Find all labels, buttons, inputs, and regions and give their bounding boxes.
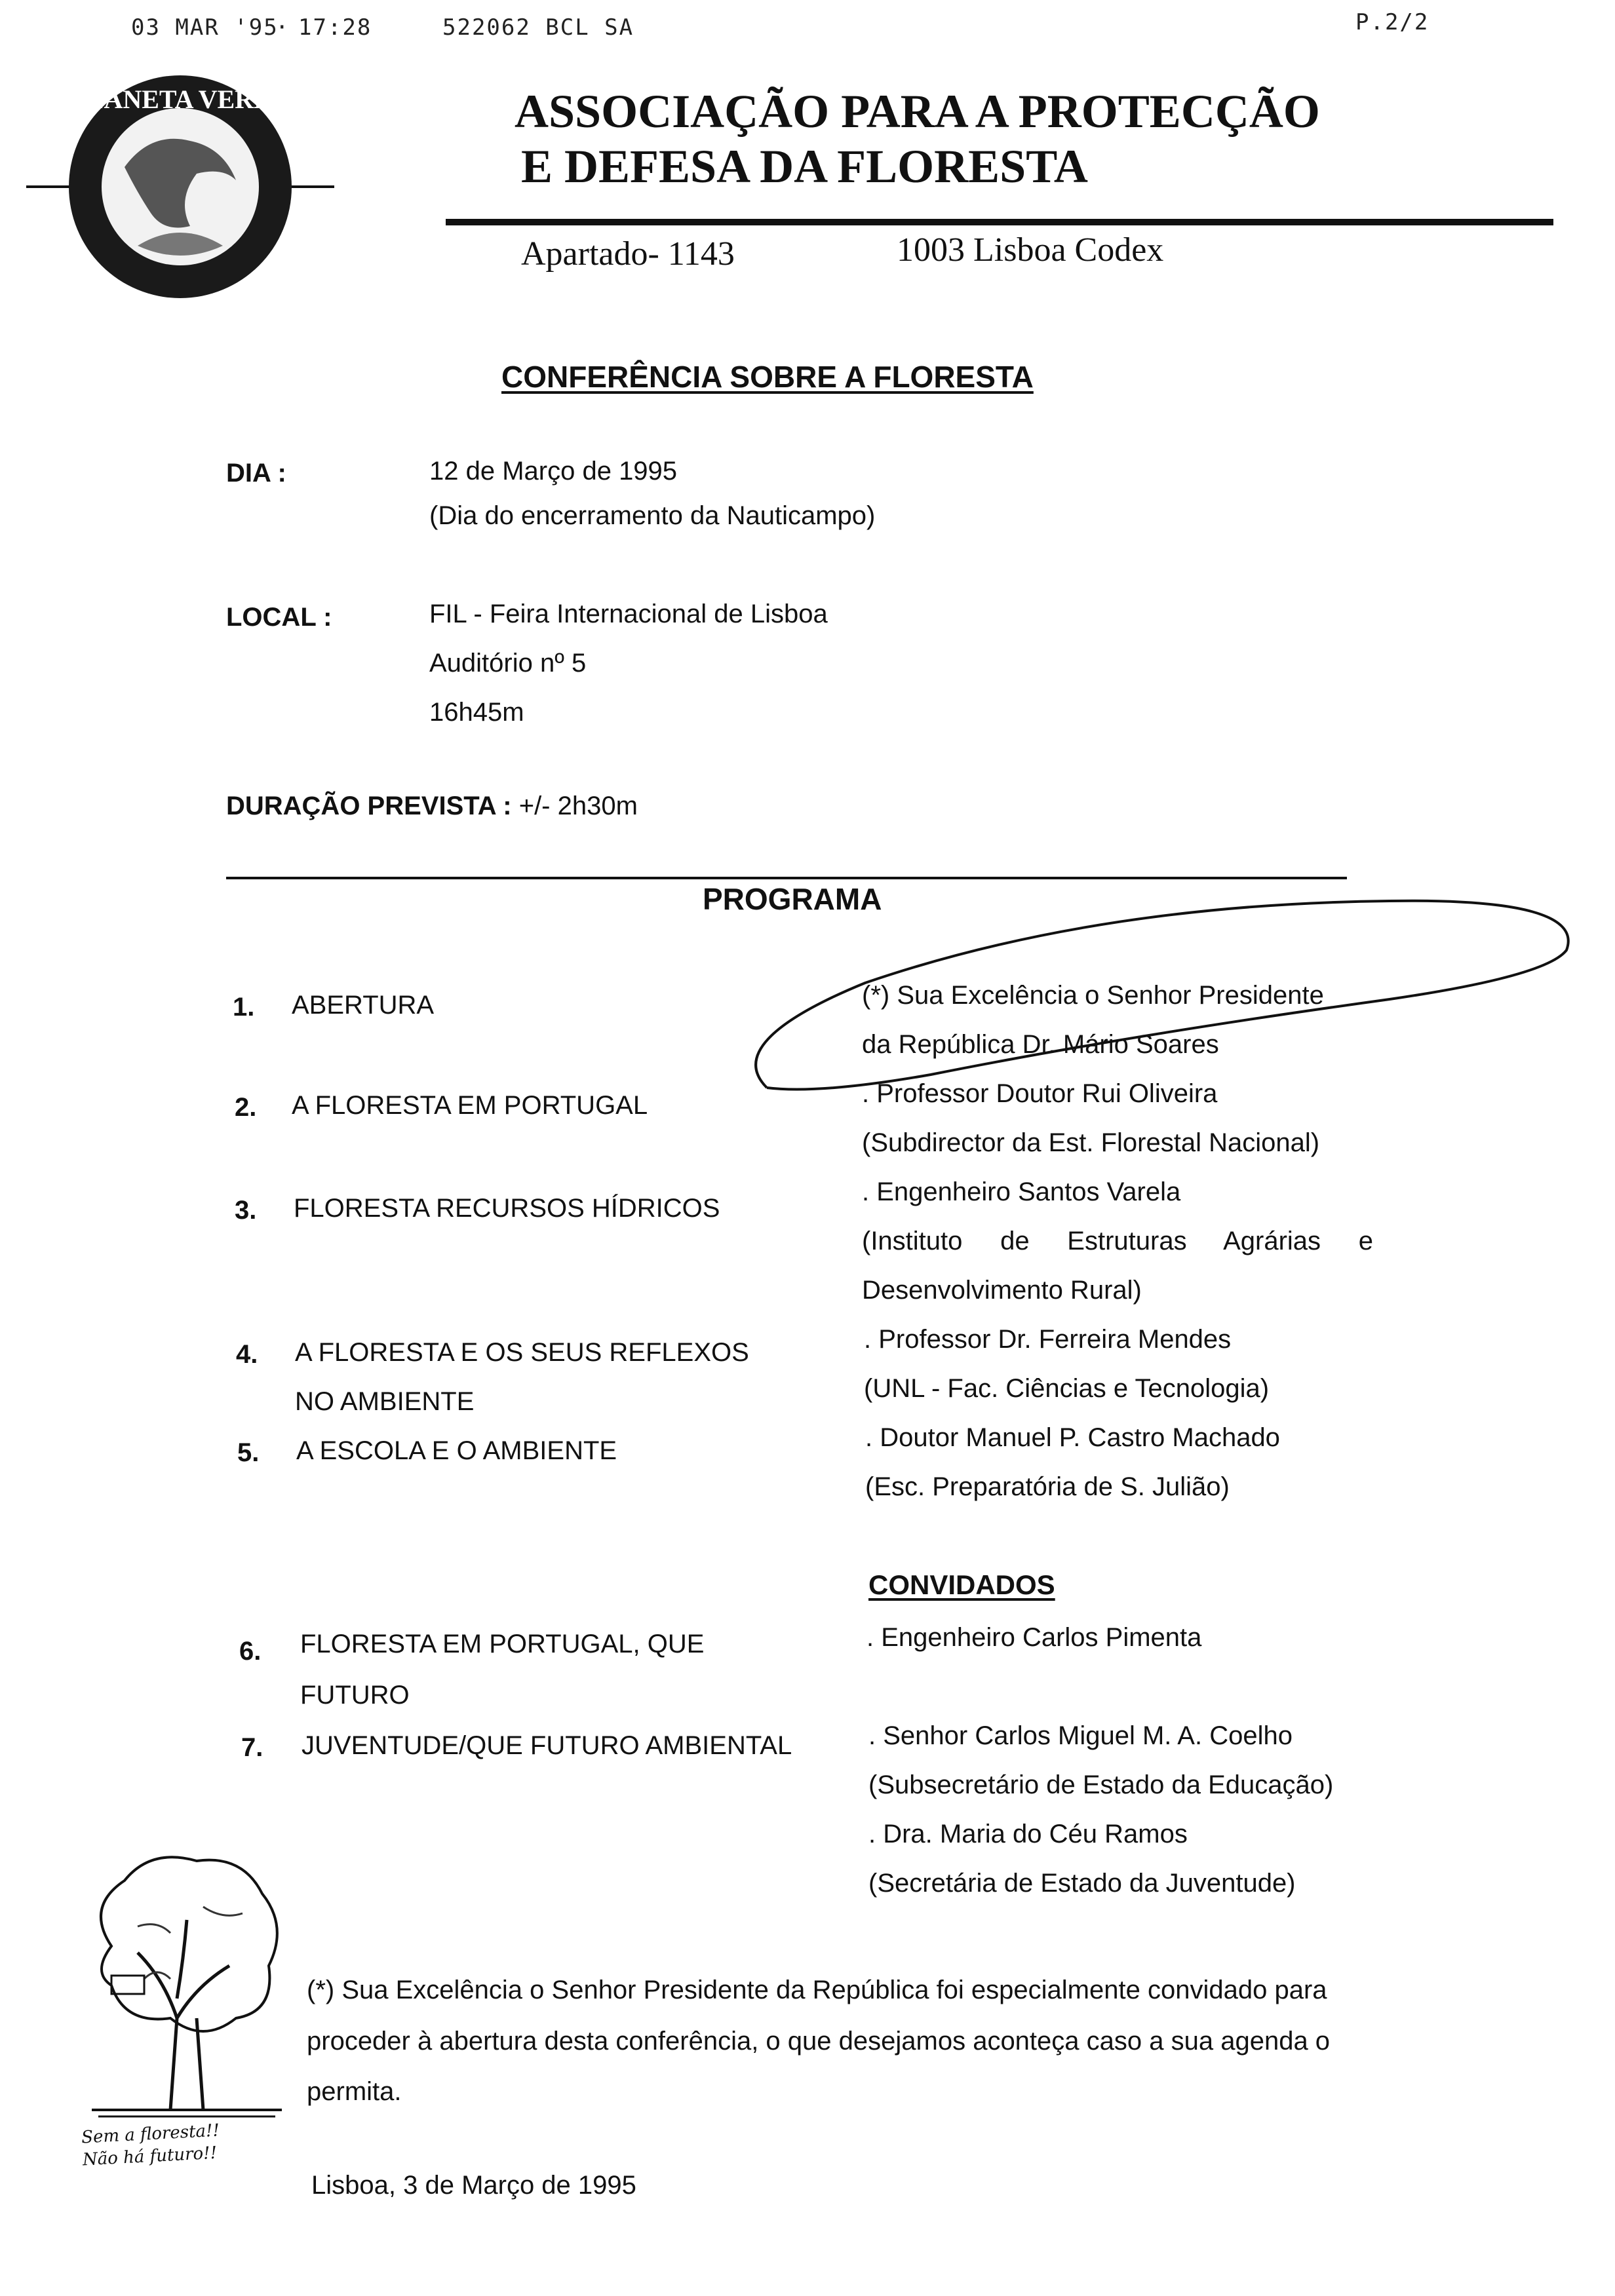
org-name-line2: E DEFESA DA FLORESTA xyxy=(521,140,1088,193)
item-4-number: 4. xyxy=(236,1340,258,1369)
item-7-speaker-2-detail: (Secretária de Estado da Juventude) xyxy=(868,1869,1296,1898)
footnote-line-3: permita. xyxy=(307,2077,402,2106)
item-6-number: 6. xyxy=(239,1637,262,1666)
document-title: CONFERÊNCIA SOBRE A FLORESTA xyxy=(501,360,1034,394)
org-name-line1: ASSOCIAÇÃO PARA A PROTECÇÃO xyxy=(515,85,1320,138)
item-7-speaker: . Senhor Carlos Miguel M. A. Coelho xyxy=(868,1721,1293,1750)
fax-page: P.2/2 xyxy=(1355,9,1430,35)
local-line-1: FIL - Feira Internacional de Lisboa xyxy=(429,600,828,628)
day-label: DIA : xyxy=(226,459,286,488)
item-3-speaker: . Engenheiro Santos Varela xyxy=(862,1177,1181,1206)
fax-date: 03 MAR '95 xyxy=(131,14,279,41)
programa-heading: PROGRAMA xyxy=(703,882,882,916)
duration xyxy=(226,792,638,821)
local-line-3: 16h45m xyxy=(429,698,524,727)
planeta-verde-logo xyxy=(26,69,334,305)
convidados-heading: CONVIDADOS xyxy=(868,1569,1055,1600)
item-5-topic: A ESCOLA E O AMBIENTE xyxy=(296,1436,617,1465)
item-2-speaker-detail: (Subdirector da Est. Florestal Nacional) xyxy=(862,1128,1320,1157)
item-3-number: 3. xyxy=(235,1196,257,1225)
item-4-speaker: . Professor Dr. Ferreira Mendes xyxy=(864,1325,1232,1354)
po-box: Apartado- 1143 xyxy=(521,235,735,273)
item-3-speaker-detail-2: Desenvolvimento Rural) xyxy=(862,1276,1142,1305)
item-2-speaker: . Professor Doutor Rui Oliveira xyxy=(862,1079,1218,1108)
fax-dot: · xyxy=(275,14,290,41)
item-3-topic: FLORESTA RECURSOS HÍDRICOS xyxy=(294,1194,720,1223)
fax-number: 522062 BCL SA xyxy=(442,14,634,41)
item-7-number: 7. xyxy=(241,1733,263,1762)
city-postcode: 1003 Lisboa Codex xyxy=(897,231,1164,269)
duration-label: DURAÇÃO PREVISTA : xyxy=(226,792,512,820)
footnote-line-1: (*) Sua Excelência o Senhor Presidente da República foi especialmente convidado para xyxy=(307,1976,1327,2004)
item-1-number: 1. xyxy=(233,993,255,1022)
fax-time: 17:28 xyxy=(298,14,372,41)
item-5-speaker-detail: (Esc. Preparatória de S. Julião) xyxy=(865,1472,1230,1501)
signoff-place-date: Lisboa, 3 de Março de 1995 xyxy=(311,2171,636,2200)
item-1-speaker: (*) Sua Excelência o Senhor Presidente xyxy=(862,981,1324,1010)
item-4-topic-cont: NO AMBIENTE xyxy=(295,1387,475,1416)
logo-text: PLANETA VERDE xyxy=(70,85,290,114)
day-value: 12 de Março de 1995 xyxy=(429,457,678,486)
item-4-topic: A FLORESTA E OS SEUS REFLEXOS xyxy=(295,1338,749,1367)
item-1-topic: ABERTURA xyxy=(292,991,435,1020)
local-label: LOCAL : xyxy=(226,603,332,632)
tree-caption-line-1: Sem a floresta!! xyxy=(81,2120,220,2148)
item-3-speaker-detail: (Instituto de Estruturas Agrárias e xyxy=(862,1227,1373,1255)
item-5-number: 5. xyxy=(237,1438,260,1467)
item-4-speaker-detail: (UNL - Fac. Ciências e Tecnologia) xyxy=(864,1374,1270,1403)
tree-caption xyxy=(81,2120,221,2172)
item-5-speaker: . Doutor Manuel P. Castro Machado xyxy=(865,1423,1280,1452)
item-6-topic-cont: FUTURO xyxy=(300,1681,410,1710)
local-line-2: Auditório nº 5 xyxy=(429,649,587,678)
header-rule xyxy=(446,219,1553,225)
item-7-topic: JUVENTUDE/QUE FUTURO AMBIENTAL xyxy=(302,1731,792,1760)
item-1-speaker-detail: da República Dr. Mário Soares xyxy=(862,1030,1219,1059)
duration-value: +/- 2h30m xyxy=(518,792,638,820)
item-6-speaker: . Engenheiro Carlos Pimenta xyxy=(866,1623,1202,1652)
item-2-number: 2. xyxy=(235,1093,257,1122)
tree-caption-line-2: Não há futuro!! xyxy=(82,2143,218,2170)
tree-drawing xyxy=(72,1848,295,2175)
footnote-line-2: proceder à abertura desta conferência, o que desejamos aconteça caso a sua agenda o xyxy=(307,2027,1331,2056)
item-6-topic: FLORESTA EM PORTUGAL, QUE xyxy=(300,1630,705,1658)
item-7-speaker-2: . Dra. Maria do Céu Ramos xyxy=(868,1820,1188,1848)
item-2-topic: A FLORESTA EM PORTUGAL xyxy=(292,1091,648,1120)
item-7-speaker-detail: (Subsecretário de Estado da Educação) xyxy=(868,1770,1334,1799)
day-note: (Dia do encerramento da Nauticampo) xyxy=(429,501,876,530)
